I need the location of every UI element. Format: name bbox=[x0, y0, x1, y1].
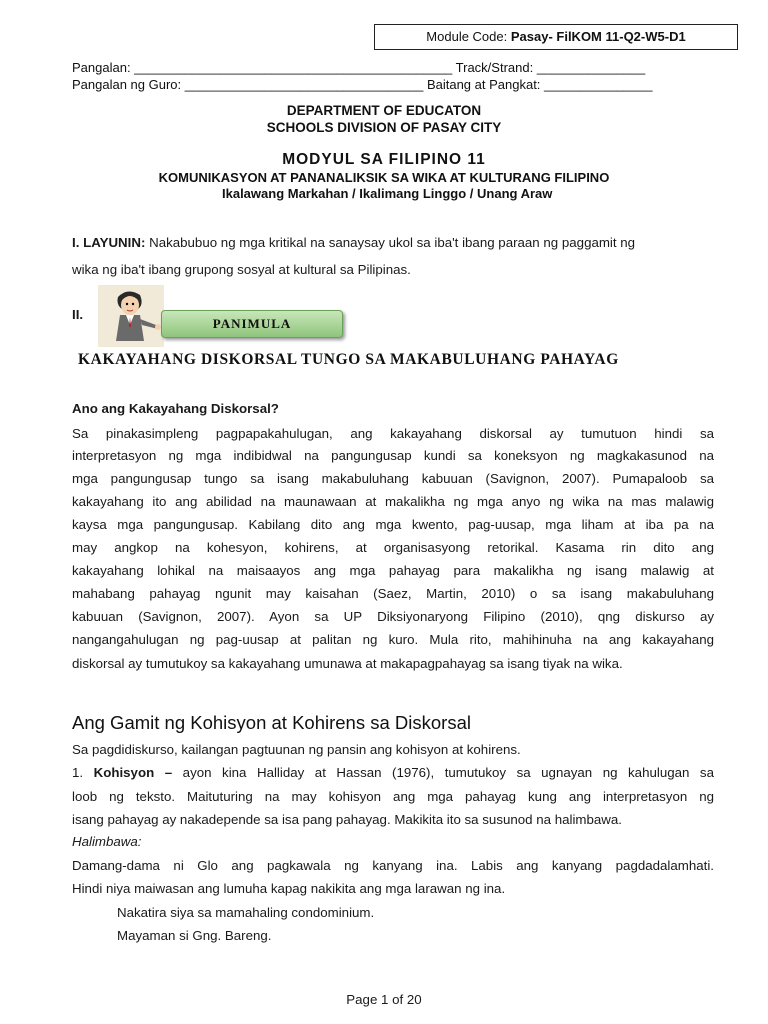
section-2-label: II. bbox=[72, 307, 84, 322]
ano-heading: Ano ang Kakayahang Diskorsal? bbox=[72, 401, 279, 416]
example-line-4: Mayaman si Gng. Bareng. bbox=[117, 928, 272, 943]
ano-line-11: diskorsal ay tumutukoy sa kakayahang umunawa at makapagpahayag sa isang tiyak na wika. bbox=[72, 656, 623, 671]
layunin-line-2: wika ng iba't ibang grupong sosyal at kultural sa Pilipinas. bbox=[72, 262, 411, 277]
kohisyon-text-1: ayon kina Halliday at Hassan (1976), tumutukoy sa ugnayan ng kahulugan sa bbox=[172, 765, 714, 780]
page-number: Page 1 of 20 bbox=[346, 992, 422, 1007]
kohisyon-number: 1. bbox=[72, 765, 94, 780]
module-code-value: Pasay- FilKOM 11-Q2-W5-D1 bbox=[510, 29, 686, 44]
quarter-week-day: Ikalawang Markahan / Ikalimang Linggo / Unang Araw bbox=[222, 186, 553, 201]
halimbawa-label: Halimbawa: bbox=[72, 834, 142, 849]
ano-line-2: interpretasyon ng mga indibidwal na pangungusap kundi sa koneksyon ng magkakasunod na bbox=[72, 448, 714, 463]
kohisyon-line-3: isang pahayag ay nakadepende sa isa pang pahayag. Makikita ito sa susunod na halimbawa. bbox=[72, 812, 622, 827]
kohisyon-line-1 bbox=[72, 765, 714, 780]
layunin-label: I. LAYUNIN: bbox=[72, 235, 146, 250]
example-line-1: Damang-dama ni Glo ang pagkawala ng kanyang ina. Labis ang kanyang pagdadalamhati. bbox=[72, 858, 714, 873]
ano-line-7: kakayahang lohikal na maisaayos ang mga pahayag para makalikha ng isang malawig at bbox=[72, 563, 714, 578]
division-name: SCHOOLS DIVISION OF PASAY CITY bbox=[266, 120, 502, 135]
module-title: MODYUL SA FILIPINO 11 bbox=[282, 151, 486, 168]
ano-line-1: Sa pinakasimpleng pagpapakahulugan, ang kakayahang diskorsal ay tumutuon hindi sa bbox=[72, 426, 714, 441]
lesson-title: KAKAYAHANG DISKORSAL TUNGO SA MAKABULUHANG PAHAYAG bbox=[78, 351, 619, 368]
module-code-box bbox=[374, 24, 738, 50]
form-line-pangalan: Pangalan: ____________________________________________ Track/Strand: _______________ bbox=[72, 60, 646, 75]
ano-line-4: kakayahang ito ang abilidad na maunawaan at makalikha ng mga anyo ng wika na mas malawig bbox=[72, 494, 714, 509]
module-code-label: Module Code: bbox=[426, 29, 511, 44]
ano-line-10: nangangahulugan ng pag-uusap at palitan ng kuro. Mula rito, mahihinuha na ang kakayahang bbox=[72, 632, 714, 647]
layunin-text-1: Nakabubuo ng mga kritikal na sanaysay ukol sa iba't ibang paraan ng paggamit ng bbox=[149, 235, 636, 250]
kohisyon-line-2: loob ng teksto. Maituturing na may kohisyon ang mga pahayag kung ang interpretasyon ng bbox=[72, 789, 714, 804]
example-line-2: Hindi niya maiwasan ang lumuha kapag nakikita ang mga larawan ng ina. bbox=[72, 881, 506, 896]
form-line-guro: Pangalan ng Guro: _________________________________ Baitang at Pangkat: _______________ bbox=[72, 77, 653, 92]
ano-line-8: mahabang pahayag ngunit may kaisahan (Saez, Martin, 2010) o sa isang makabuluhang bbox=[72, 586, 714, 601]
gamit-heading: Ang Gamit ng Kohisyon at Kohirens sa Diskorsal bbox=[72, 712, 471, 733]
gamit-intro: Sa pagdidiskurso, kailangan pagtuunan ng pansin ang kohisyon at kohirens. bbox=[72, 742, 521, 757]
department-name: DEPARTMENT OF EDUCATON bbox=[286, 103, 482, 118]
ano-line-9: kabuuan (Savignon, 2007). Ayon sa UP Diksiyonaryong Filipino (2010), qng diskurso ay bbox=[72, 609, 714, 624]
example-line-3: Nakatira siya sa mamahaling condominium. bbox=[117, 905, 375, 920]
ano-line-6: may angkop na kohesyon, kohirens, at organisasyong retorikal. Kasama rin dito ang bbox=[72, 540, 714, 555]
teacher-cartoon-icon bbox=[98, 285, 164, 347]
kohisyon-term: Kohisyon – bbox=[93, 765, 173, 780]
subject-title: KOMUNIKASYON AT PANANALIKSIK SA WIKA AT KULTURANG FILIPINO bbox=[158, 170, 610, 185]
panimula-button: PANIMULA bbox=[161, 310, 343, 338]
layunin-line-1 bbox=[72, 235, 635, 250]
ano-line-5: kaysa mga pangungusap. Kabilang dito ang mga kwento, pag-uusap, mga liham at iba pa na bbox=[72, 517, 714, 532]
ano-line-3: mga pangungusap tungo sa isang makabuluhang kabuuan (Savignon, 2007). Pumapaloob sa bbox=[72, 471, 714, 486]
